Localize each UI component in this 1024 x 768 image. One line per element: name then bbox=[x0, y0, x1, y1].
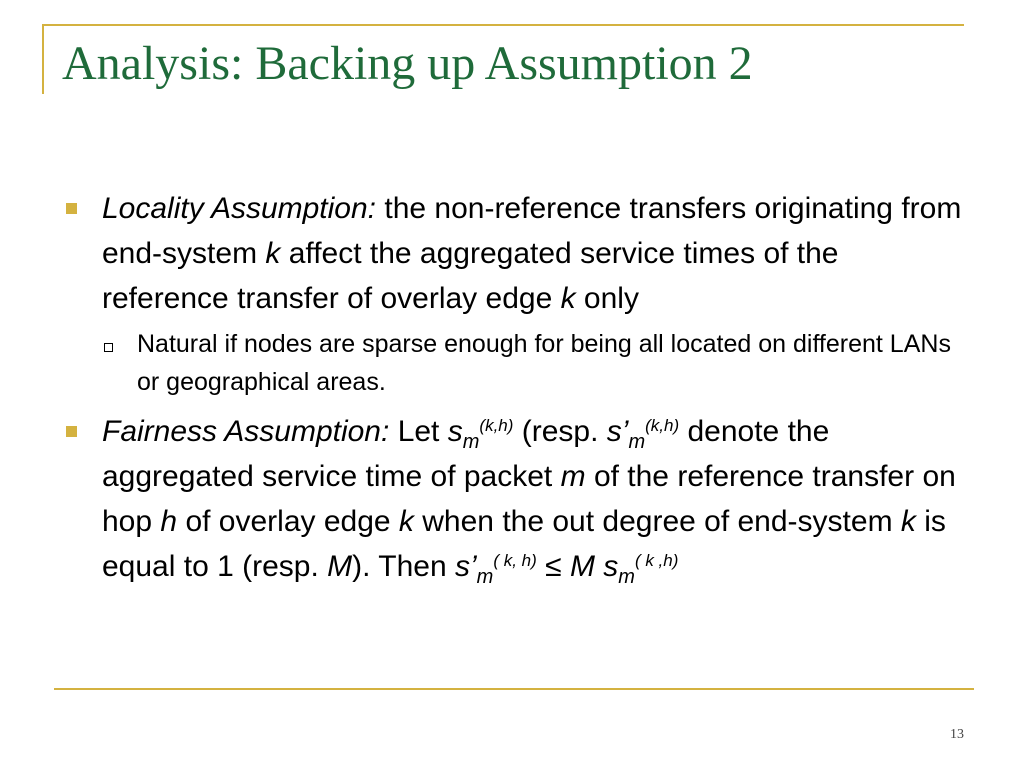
formula-s-prime-m-kh bbox=[606, 415, 680, 453]
var-k: k bbox=[560, 282, 576, 315]
leq-symbol: ≤ bbox=[545, 550, 562, 583]
subscript-m: m bbox=[462, 431, 480, 453]
formula-inequality bbox=[454, 550, 679, 588]
text-of-ref: of the reference transfer on hop bbox=[102, 460, 956, 538]
sub-bullet-text: Natural if nodes are sparse enough for being all located on different LANs or geographical areas. bbox=[137, 330, 951, 396]
text-then: ). Then bbox=[352, 550, 447, 583]
sub-bullet-natural bbox=[60, 325, 970, 401]
var-M: M bbox=[327, 550, 353, 583]
fairness-term: Fairness Assumption: bbox=[102, 415, 390, 448]
var-h: h bbox=[160, 505, 178, 538]
text-segment: the non-reference transfers originating from end-system bbox=[102, 192, 962, 270]
square-bullet-icon bbox=[66, 203, 77, 214]
text-denote: denote the aggregated service time of packet bbox=[102, 415, 830, 493]
var-s-prime: s’ bbox=[606, 415, 629, 448]
text-when: when the out degree of end-system bbox=[422, 505, 893, 538]
superscript-kh bbox=[479, 416, 513, 435]
text-resp: (resp. bbox=[521, 415, 599, 448]
text-let: Let bbox=[397, 415, 440, 448]
var-k: k bbox=[398, 505, 414, 538]
page-number: 13 bbox=[950, 727, 964, 742]
frame-bottom-line bbox=[54, 688, 974, 690]
subscript-m: m bbox=[628, 431, 646, 453]
superscript-text: (k,h) bbox=[479, 416, 514, 435]
var-s: s bbox=[447, 415, 463, 448]
bullet-locality bbox=[60, 186, 970, 321]
var-k: k bbox=[900, 505, 916, 538]
superscript-kh bbox=[635, 551, 678, 570]
text-of-edge: of overlay edge bbox=[185, 505, 391, 538]
slide-content bbox=[60, 186, 970, 595]
frame-left-line bbox=[42, 24, 44, 94]
subscript-m: m bbox=[476, 566, 494, 588]
superscript-text: (k,h) bbox=[645, 416, 680, 435]
text-segment: only bbox=[575, 282, 639, 315]
var-s: s bbox=[603, 550, 619, 583]
var-s-prime: s’ bbox=[454, 550, 477, 583]
var-M: M bbox=[569, 550, 595, 583]
superscript-kh bbox=[493, 551, 536, 570]
locality-term: Locality Assumption: bbox=[102, 192, 377, 225]
superscript-text: ( k, h) bbox=[493, 551, 537, 570]
var-m: m bbox=[560, 460, 586, 493]
superscript-text: ( k ,h) bbox=[634, 551, 679, 570]
superscript-kh bbox=[645, 416, 679, 435]
formula-s-m-kh bbox=[447, 415, 514, 453]
var-k: k bbox=[265, 237, 281, 270]
text-is-equal: is equal to 1 (resp. bbox=[102, 505, 946, 583]
bullet-fairness bbox=[60, 409, 970, 589]
text-segment: affect the aggregated service times of the reference transfer of overlay edge bbox=[102, 237, 839, 315]
hollow-square-bullet-icon bbox=[104, 343, 113, 352]
frame-top-line bbox=[42, 24, 964, 26]
square-bullet-icon bbox=[66, 426, 77, 437]
slide-title: Analysis: Backing up Assumption 2 bbox=[62, 37, 753, 90]
subscript-m: m bbox=[618, 566, 635, 588]
